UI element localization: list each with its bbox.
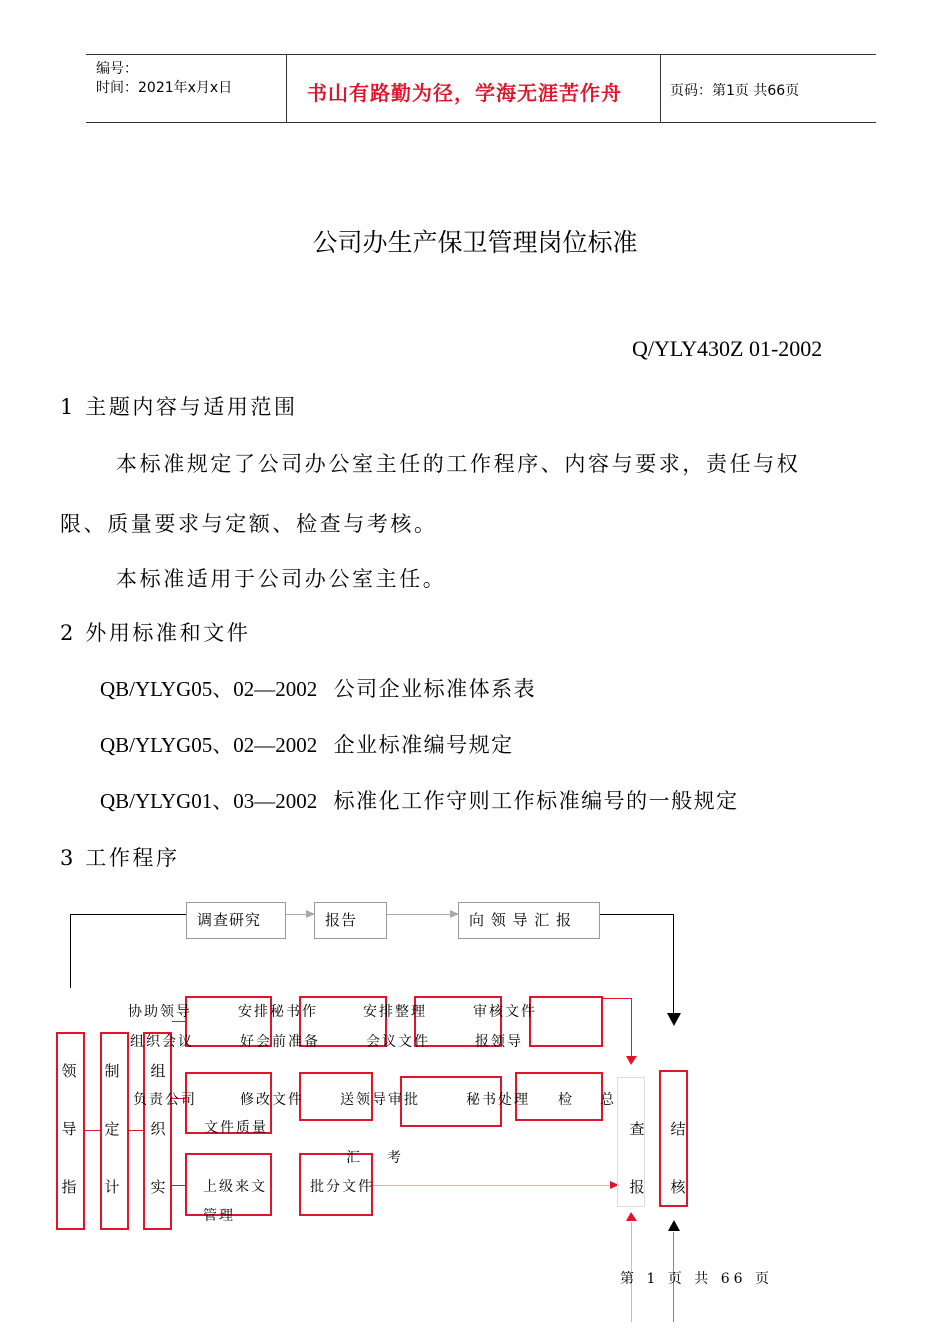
section-1-paragraph-line-2: 限、质量要求与定额、检查与考核。	[60, 512, 438, 536]
header-number-label: 编号：	[96, 61, 138, 77]
connector-line	[603, 998, 631, 999]
flow-label: 管理	[203, 1208, 235, 1224]
footer-page-number: 第 1 页 共 66 页	[620, 1271, 773, 1287]
header-divider-2	[660, 55, 661, 123]
flow-label: 审核文件	[473, 1004, 537, 1020]
connector-line	[172, 1185, 185, 1186]
connector-line	[387, 914, 458, 915]
route-line	[673, 914, 674, 1014]
column-char: 组	[150, 1062, 166, 1080]
flow-label: 组织会议	[130, 1034, 194, 1050]
section-3-heading: 3 工作程序	[60, 846, 180, 870]
column-char: 结	[670, 1120, 686, 1138]
step-report: 报告	[314, 902, 387, 939]
flow-label: 会议文件	[366, 1034, 430, 1050]
flow-label: 批分文件	[310, 1179, 374, 1195]
reference-item	[100, 729, 514, 759]
flow-label: 文件质量	[204, 1120, 268, 1136]
column-char: 导	[61, 1120, 77, 1138]
process-box	[529, 996, 603, 1047]
column-char: 计	[104, 1178, 120, 1196]
reference-code: QB/YLYG05、02—2002	[100, 733, 318, 757]
section-1-heading: 1 主题内容与适用范围	[60, 395, 298, 419]
step-investigate: 调查研究	[186, 902, 286, 939]
page-title: 公司办生产保卫管理岗位标准	[312, 228, 638, 257]
flow-label: 协助领导	[128, 1004, 192, 1020]
route-line	[600, 914, 674, 915]
reference-code: QB/YLYG01、03—2002	[100, 789, 318, 813]
flow-label: 负责公司	[133, 1092, 197, 1108]
arrow-up-icon	[668, 1220, 680, 1232]
step-report-to-leader: 向 领 导 汇 报	[458, 902, 600, 939]
connector-line	[373, 1185, 617, 1186]
section-2-heading: 2 外用标准和文件	[60, 621, 251, 645]
header-top-rule	[86, 54, 876, 55]
flow-label: 好会前准备	[240, 1034, 320, 1050]
flow-label: 总	[600, 1092, 616, 1108]
connector-line	[172, 1021, 185, 1022]
column-char: 织	[150, 1120, 166, 1138]
column-char: 核	[670, 1178, 686, 1196]
standard-code: Q/YLY430Z 01-2002	[632, 336, 823, 361]
section-1-paragraph-line-1: 本标准规定了公司办公室主任的工作程序、内容与要求，责任与权	[116, 452, 801, 476]
column-char: 制	[104, 1062, 120, 1080]
reference-title: 标准化工作守则工作标准编号的一般规定	[333, 789, 739, 813]
header-divider-1	[286, 55, 287, 123]
column-char: 查	[629, 1120, 645, 1138]
flow-label: 考	[387, 1150, 403, 1166]
connector-line	[85, 1130, 100, 1131]
flow-label: 秘书处理	[466, 1092, 530, 1108]
reference-code: QB/YLYG05、02—2002	[100, 677, 318, 701]
connector-line	[631, 998, 632, 1058]
header-bottom-rule	[86, 122, 876, 123]
reference-title: 企业标准编号规定	[333, 733, 514, 757]
flow-label: 上级来文	[203, 1179, 267, 1195]
column-char: 指	[61, 1178, 77, 1196]
section-1-scope-paragraph: 本标准适用于公司办公室主任。	[116, 567, 447, 591]
arrow-down-icon	[667, 1013, 681, 1027]
arrow-up-icon	[626, 1212, 637, 1222]
flow-label: 安排秘书作	[238, 1004, 318, 1020]
reference-title: 公司企业标准体系表	[333, 677, 537, 701]
header-motto: 书山有路勤为径，学海无涯苦作舟	[307, 81, 622, 105]
flow-label: 报领导	[475, 1034, 523, 1050]
header-time-label: 时间：2021年x月x日	[96, 80, 233, 96]
route-line	[70, 914, 71, 988]
flow-label: 汇	[346, 1150, 362, 1166]
connector-line	[129, 1130, 143, 1131]
flow-label: 安排整理	[363, 1004, 427, 1020]
arrow-down-icon	[626, 1056, 637, 1066]
header-page-label: 页码：第1页 共66页	[670, 83, 800, 99]
column-char: 定	[104, 1120, 120, 1138]
reference-item	[100, 673, 536, 703]
flow-label: 检	[558, 1092, 574, 1108]
reference-item	[100, 785, 739, 815]
flow-label: 送领导审批	[340, 1092, 420, 1108]
column-char: 领	[61, 1062, 77, 1080]
route-line	[70, 914, 186, 915]
flow-label: 修改文件	[240, 1092, 304, 1108]
column-char: 报	[629, 1178, 645, 1196]
column-char: 实	[150, 1178, 166, 1196]
